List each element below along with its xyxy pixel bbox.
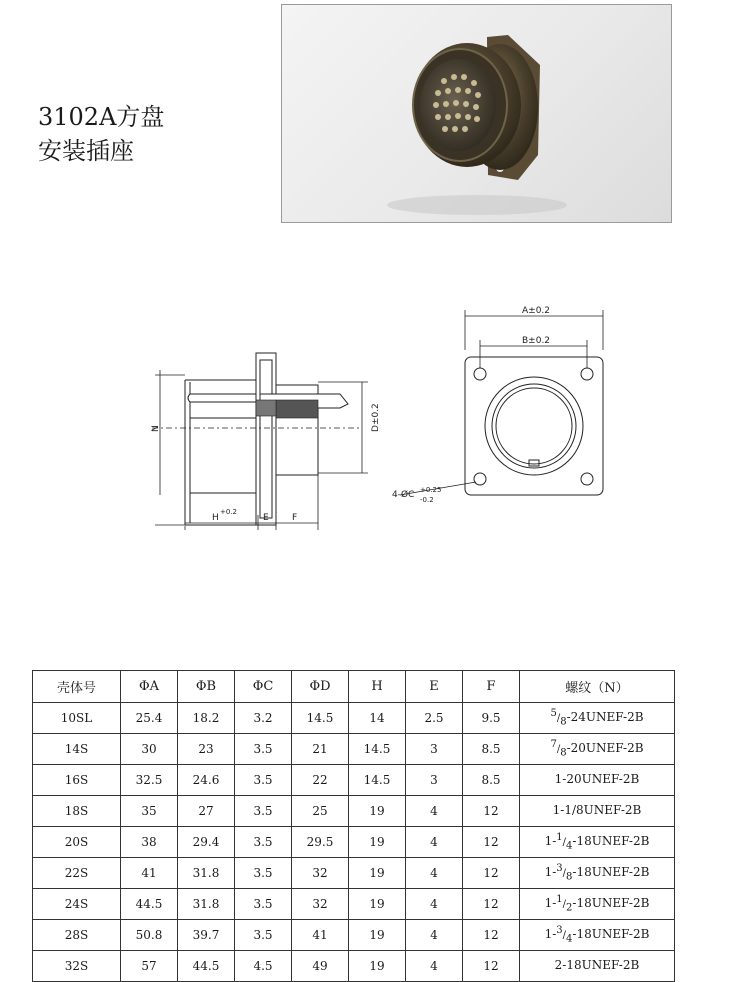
thread-prefix: 1- xyxy=(544,927,557,942)
cell-shell: 16S xyxy=(33,765,121,796)
cell-c: 3.5 xyxy=(235,889,292,920)
cell-thread xyxy=(520,734,675,765)
header-shell: 壳体号 xyxy=(33,671,121,703)
cell-f: 9.5 xyxy=(463,703,520,734)
product-title xyxy=(38,100,164,168)
cell-d: 49 xyxy=(292,951,349,982)
label-h-tolerance: +0.2 xyxy=(220,508,237,516)
label-b: B±0.2 xyxy=(522,336,551,346)
cell-thread xyxy=(520,796,675,827)
cell-d: 25 xyxy=(292,796,349,827)
cell-h: 19 xyxy=(349,920,406,951)
thread-fraction-slash: / xyxy=(562,899,567,911)
thread-prefix: 1- xyxy=(544,896,557,911)
table-row xyxy=(33,858,675,889)
cell-b: 39.7 xyxy=(178,920,235,951)
cell-h: 14.5 xyxy=(349,734,406,765)
table-row xyxy=(33,920,675,951)
cell-f: 8.5 xyxy=(463,734,520,765)
label-e: E xyxy=(263,513,269,523)
cell-h: 19 xyxy=(349,796,406,827)
cell-shell: 20S xyxy=(33,827,121,858)
table-row xyxy=(33,734,675,765)
cell-e: 4 xyxy=(406,858,463,889)
cell-c: 4.5 xyxy=(235,951,292,982)
header-d: ΦD xyxy=(292,671,349,703)
cell-b: 24.6 xyxy=(178,765,235,796)
cell-a: 35 xyxy=(121,796,178,827)
cell-a: 41 xyxy=(121,858,178,889)
thread-denominator: 2 xyxy=(566,902,573,914)
dimension-drawing xyxy=(130,290,630,530)
table-row xyxy=(33,951,675,982)
cell-a: 57 xyxy=(121,951,178,982)
cell-a: 25.4 xyxy=(121,703,178,734)
cell-shell: 32S xyxy=(33,951,121,982)
thread-numerator: 1 xyxy=(556,894,563,906)
label-h: H xyxy=(212,513,219,523)
header-e: E xyxy=(406,671,463,703)
cell-e: 4 xyxy=(406,951,463,982)
cell-f: 12 xyxy=(463,858,520,889)
cell-b: 18.2 xyxy=(178,703,235,734)
table-row xyxy=(33,827,675,858)
thread-fraction-slash: / xyxy=(562,868,567,880)
cell-e: 3 xyxy=(406,765,463,796)
label-c-tol-upper: +0.25 xyxy=(420,486,442,494)
thread-numerator: 1 xyxy=(556,832,563,844)
thread-suffix: -18UNEF-2B xyxy=(572,927,650,942)
thread-fraction-slash: / xyxy=(556,744,561,756)
thread-denominator: 8 xyxy=(560,747,567,759)
header-c: ΦC xyxy=(235,671,292,703)
cell-c: 3.5 xyxy=(235,765,292,796)
cell-a: 38 xyxy=(121,827,178,858)
title-line-2: 安装插座 xyxy=(38,137,134,165)
cell-h: 19 xyxy=(349,858,406,889)
cell-shell: 24S xyxy=(33,889,121,920)
cell-d: 29.5 xyxy=(292,827,349,858)
cell-h: 14.5 xyxy=(349,765,406,796)
thread-prefix: 2-18UNEF-2B xyxy=(554,958,640,973)
cell-thread xyxy=(520,827,675,858)
technical-drawing-svg xyxy=(130,290,630,530)
thread-suffix: -24UNEF-2B xyxy=(566,710,644,725)
cell-c: 3.5 xyxy=(235,827,292,858)
cell-h: 19 xyxy=(349,827,406,858)
table-row xyxy=(33,703,675,734)
connector-photo xyxy=(281,4,672,223)
cell-c: 3.5 xyxy=(235,920,292,951)
cell-d: 41 xyxy=(292,920,349,951)
cell-shell: 14S xyxy=(33,734,121,765)
header-a: ΦA xyxy=(121,671,178,703)
title-line-1: 3102A方盘 xyxy=(38,103,165,131)
table-row xyxy=(33,889,675,920)
thread-denominator: 4 xyxy=(566,933,573,945)
cell-d: 14.5 xyxy=(292,703,349,734)
thread-suffix: -18UNEF-2B xyxy=(572,896,650,911)
cell-shell: 10SL xyxy=(33,703,121,734)
cell-h: 14 xyxy=(349,703,406,734)
cell-c: 3.5 xyxy=(235,796,292,827)
header-thread: 螺纹（N） xyxy=(520,671,675,703)
cell-a: 50.8 xyxy=(121,920,178,951)
label-a: A±0.2 xyxy=(522,306,551,316)
cell-c: 3.5 xyxy=(235,734,292,765)
cell-a: 32.5 xyxy=(121,765,178,796)
label-f: F xyxy=(292,513,298,523)
cell-b: 27 xyxy=(178,796,235,827)
cell-d: 32 xyxy=(292,858,349,889)
dimension-table xyxy=(32,670,675,982)
cell-b: 31.8 xyxy=(178,889,235,920)
cell-b: 31.8 xyxy=(178,858,235,889)
cell-thread xyxy=(520,920,675,951)
thread-denominator: 8 xyxy=(566,871,573,883)
cell-thread xyxy=(520,765,675,796)
thread-numerator: 3 xyxy=(556,925,563,937)
cell-shell: 18S xyxy=(33,796,121,827)
cell-a: 30 xyxy=(121,734,178,765)
cell-f: 12 xyxy=(463,889,520,920)
cell-e: 4 xyxy=(406,796,463,827)
cell-d: 32 xyxy=(292,889,349,920)
cell-b: 44.5 xyxy=(178,951,235,982)
thread-suffix: -18UNEF-2B xyxy=(572,865,650,880)
thread-suffix: -18UNEF-2B xyxy=(572,834,650,849)
cell-b: 23 xyxy=(178,734,235,765)
cell-d: 21 xyxy=(292,734,349,765)
cell-f: 8.5 xyxy=(463,765,520,796)
cell-h: 19 xyxy=(349,889,406,920)
cell-d: 22 xyxy=(292,765,349,796)
cell-shell: 22S xyxy=(33,858,121,889)
header-f: F xyxy=(463,671,520,703)
label-d: D±0.2 xyxy=(371,403,381,432)
cell-a: 44.5 xyxy=(121,889,178,920)
thread-prefix: 1-1/8UNEF-2B xyxy=(552,803,642,818)
cell-f: 12 xyxy=(463,796,520,827)
cell-thread xyxy=(520,858,675,889)
cell-thread xyxy=(520,889,675,920)
thread-prefix: 1- xyxy=(544,834,557,849)
thread-numerator: 3 xyxy=(556,863,563,875)
cell-f: 12 xyxy=(463,920,520,951)
cell-f: 12 xyxy=(463,827,520,858)
cell-thread xyxy=(520,951,675,982)
header-h: H xyxy=(349,671,406,703)
label-c-tol-lower: -0.2 xyxy=(420,496,434,504)
cell-c: 3.2 xyxy=(235,703,292,734)
cell-c: 3.5 xyxy=(235,858,292,889)
cell-f: 12 xyxy=(463,951,520,982)
cell-e: 3 xyxy=(406,734,463,765)
cell-e: 4 xyxy=(406,827,463,858)
thread-numerator: 7 xyxy=(550,739,557,751)
cell-thread xyxy=(520,703,675,734)
thread-denominator: 8 xyxy=(560,716,567,728)
cell-e: 4 xyxy=(406,889,463,920)
thread-prefix: 1-20UNEF-2B xyxy=(554,772,640,787)
label-c: 4-ØC xyxy=(392,490,415,500)
thread-numerator: 5 xyxy=(550,708,557,720)
thread-fraction-slash: / xyxy=(562,930,567,942)
cell-shell: 28S xyxy=(33,920,121,951)
header-b: ΦB xyxy=(178,671,235,703)
label-n: N xyxy=(151,425,161,432)
cell-h: 19 xyxy=(349,951,406,982)
thread-suffix: -20UNEF-2B xyxy=(566,741,644,756)
thread-fraction-slash: / xyxy=(562,837,567,849)
cell-b: 29.4 xyxy=(178,827,235,858)
thread-fraction-slash: / xyxy=(556,713,561,725)
table-row xyxy=(33,765,675,796)
cell-e: 2.5 xyxy=(406,703,463,734)
cell-e: 4 xyxy=(406,920,463,951)
table-header-row xyxy=(33,671,675,703)
thread-denominator: 4 xyxy=(566,840,573,852)
thread-prefix: 1- xyxy=(544,865,557,880)
table-row xyxy=(33,796,675,827)
